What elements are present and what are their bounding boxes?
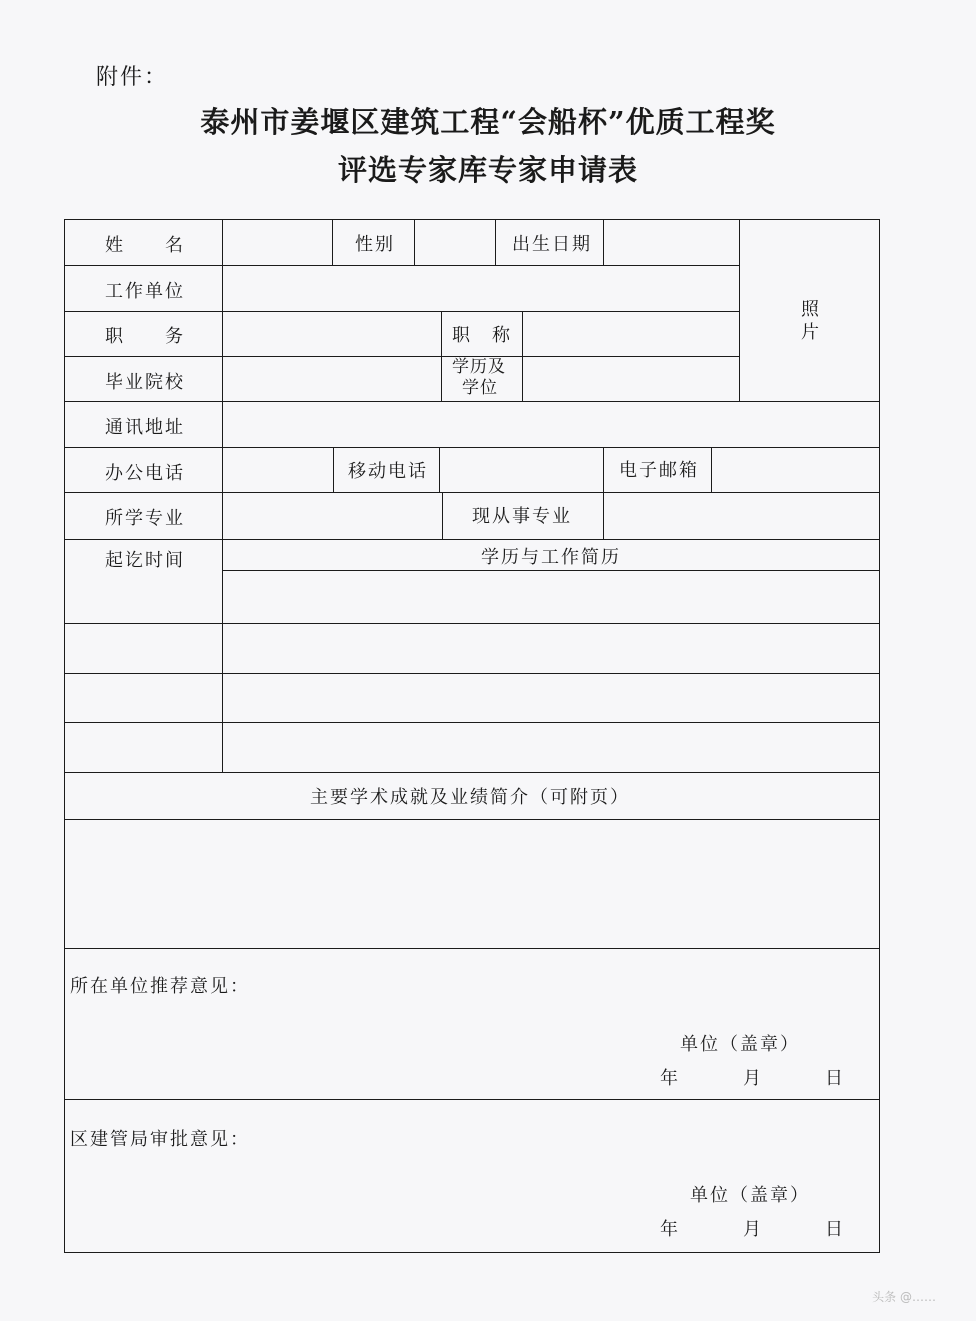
row-line <box>64 722 880 723</box>
workplace-label: 工作单位 <box>105 281 185 302</box>
row-line <box>64 265 740 266</box>
name-label: 姓 名 <box>105 235 185 256</box>
watermark: 头条 @…… <box>872 1290 936 1304</box>
achievements-label: 主要学术成就及业绩简介（可附页） <box>310 787 630 808</box>
period-label: 起讫时间 <box>105 550 185 571</box>
col-line <box>522 311 523 402</box>
col-line <box>332 219 333 266</box>
date-year-1: 年 <box>660 1068 680 1089</box>
row-line <box>64 772 880 773</box>
current-major-label: 现从事专业 <box>472 506 572 527</box>
col-line <box>439 447 440 493</box>
resume-label: 学历与工作简历 <box>481 547 621 568</box>
school-label: 毕业院校 <box>105 372 185 393</box>
row-line <box>64 539 880 540</box>
unit-seal-label-1: 单位（盖章） <box>680 1034 800 1055</box>
table-border-bottom <box>64 1252 880 1253</box>
gender-label: 性别 <box>355 234 395 255</box>
row-line <box>64 401 880 402</box>
date-day-2: 日 <box>825 1219 845 1240</box>
row-line <box>64 1099 880 1100</box>
table-border-left <box>64 219 65 1253</box>
table-border-top <box>64 219 880 220</box>
unit-seal-label-2: 单位（盖章） <box>690 1185 810 1206</box>
col-line <box>739 219 740 402</box>
row-line <box>64 492 880 493</box>
date-day-1: 日 <box>825 1068 845 1089</box>
email-label: 电子邮箱 <box>619 460 699 481</box>
major-label: 所学专业 <box>105 508 185 529</box>
row-line <box>64 673 880 674</box>
birth-date-label: 出生日期 <box>512 234 592 255</box>
unit-opinion-label: 所在单位推荐意见： <box>70 976 250 997</box>
table-border-right <box>879 219 880 1253</box>
date-month-2: 月 <box>743 1219 763 1240</box>
col-line <box>603 447 604 493</box>
row-line <box>64 447 880 448</box>
col-line <box>414 219 415 266</box>
form-title-line1: 泰州市姜堰区建筑工程“会船杯”优质工程奖 <box>200 105 776 139</box>
col-line <box>333 447 334 493</box>
mobile-phone-label: 移动电话 <box>348 461 428 482</box>
professional-title-label: 职 称 <box>452 325 512 346</box>
col-line <box>222 219 223 773</box>
row-line <box>64 623 880 624</box>
office-phone-label: 办公电话 <box>105 463 185 484</box>
degree-label-2: 学位 <box>462 378 498 398</box>
date-month-1: 月 <box>743 1068 763 1089</box>
date-year-2: 年 <box>660 1219 680 1240</box>
photo-label-1: 照 <box>801 299 821 320</box>
col-line <box>495 219 496 266</box>
row-line <box>64 948 880 949</box>
bureau-opinion-label: 区建管局审批意见： <box>70 1129 250 1150</box>
address-label: 通讯地址 <box>105 417 185 438</box>
attachment-label: 附件： <box>96 65 169 90</box>
position-label: 职 务 <box>105 326 185 347</box>
photo-label-2: 片 <box>801 322 821 343</box>
col-line <box>603 492 604 540</box>
row-line <box>64 311 740 312</box>
col-line <box>441 311 442 402</box>
col-line <box>442 492 443 540</box>
row-line <box>64 819 880 820</box>
degree-label-1: 学历及 <box>452 357 506 377</box>
col-line <box>603 219 604 266</box>
row-line <box>222 570 880 571</box>
row-line <box>64 356 740 357</box>
col-line <box>711 447 712 493</box>
form-title-line2: 评选专家库专家申请表 <box>337 153 638 187</box>
